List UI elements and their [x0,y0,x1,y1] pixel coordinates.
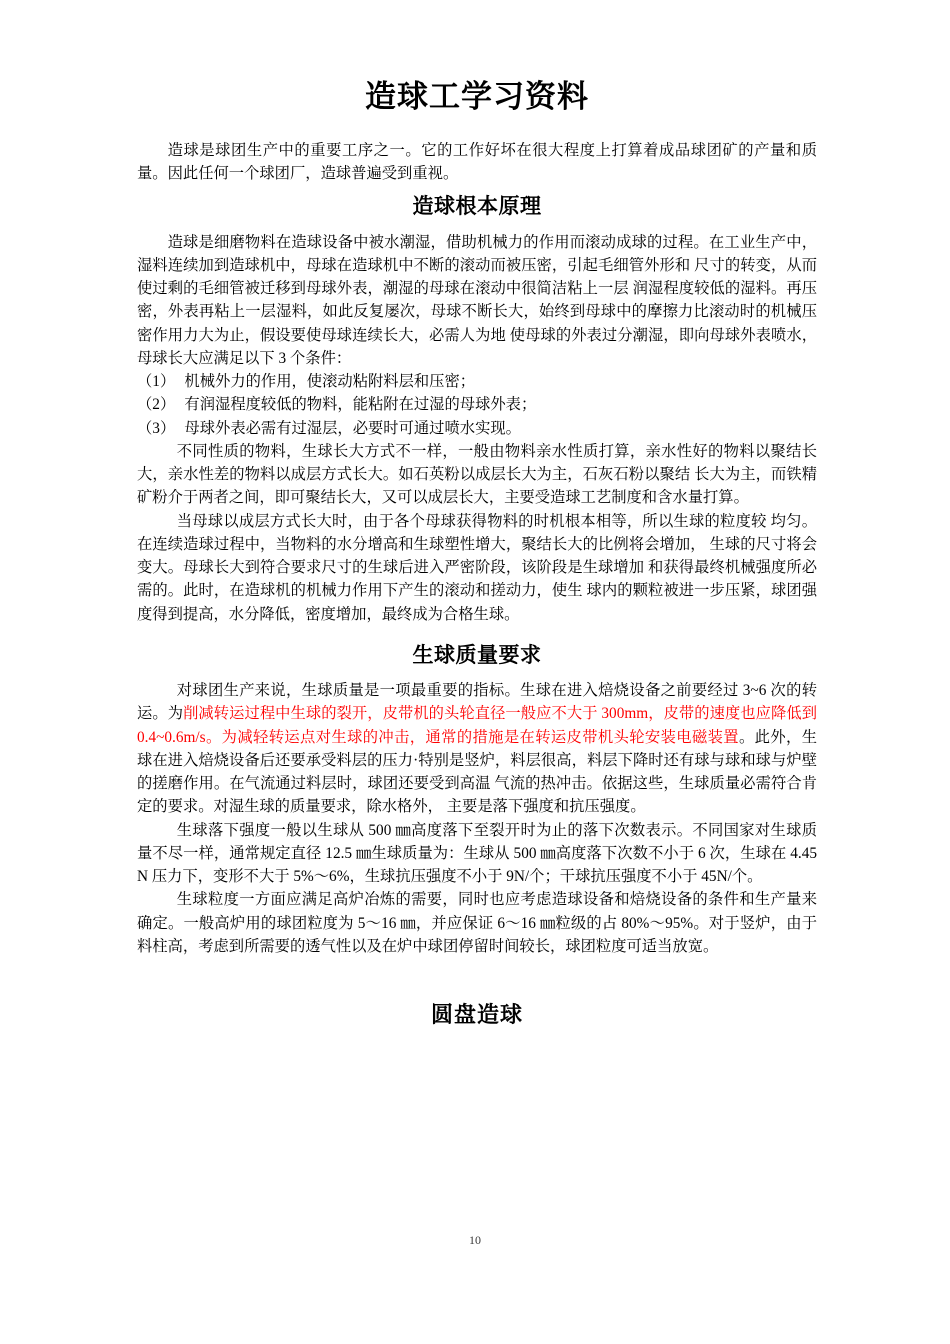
list-item [137,370,817,393]
page-title: 造球工学习资料 [365,79,589,114]
list-item-number: （2） [137,396,176,414]
list-item-label: 机械外力的作用，使滚动粘附料层和压密； [184,373,476,391]
page-number: 10 [469,1233,481,1247]
principles-paragraph-1: 造球是细磨物料在造球设备中被水潮湿，借助机械力的作用而滚动成球的过程。在工业生产中，湿料连续加到造球机中，母球在造球机中不断的滚动而被压密，引起毛细管外形和 尺寸的转变，从而使过剩的毛细管被迁移到母球外表，潮湿的母球在滚动中很简洁粘上一层 润湿程度较低的湿料。再压密，外表再粘上一层湿料，如此反复屡次，母球不断长大，始终到母球中的摩擦力比滚动时的机械压密作用力大为止，假设要使母球连续长大，必需人为地 使母球的外表过分潮湿，即向母球外表喷水，母球长大应满足以下 3 个条件： [137,233,817,367]
quality-text-before-red: 对球团生产来说，生球质量是一项最重要的指标。生球在进入焙烧设备之前要经过 3~6 次的转运。为 [137,682,817,723]
list-item [137,417,817,440]
principles-paragraph-2: 不同性质的物料，生球长大方式不一样，一般由物料亲水性质打算，亲水性好的物料以聚结长大，亲水性差的物料以成层方式长大。如石英粉以成层长大为主，石灰石粉以聚结 长大为主，而铁精矿粉介于两者之间，即可聚结长大，又可以成层长大，主要受造球工艺制度和含水量打算。 [137,442,817,507]
list-item-number: （3） [137,419,176,437]
list-item [137,393,817,416]
quality-paragraph-3: 生球粒度一方面应满足高炉冶炼的需要，同时也应考虑造球设备和焙烧设备的条件和生产量来确定。一般高炉用的球团粒度为 5～16 ㎜，并应保证 6～16 ㎜粒级的占 80%～95%。对于竖炉，由于料柱高，考虑到所需要的透气性以及在炉中球团停留时间较长，球团粒度可适当放宽。 [137,891,817,955]
list-item-label: 有润湿程度较低的物料，能粘附在过湿的母球外表； [184,396,537,414]
conditions-list [137,370,817,440]
list-item-label: 母球外表必需有过湿层，必要时可通过喷水实现。 [184,419,521,437]
intro-paragraph: 造球是球团生产中的重要工序之一。它的工作好坏在很大程度上打算着成品球团矿的产量和质量。因此任何一个球团厂，造球普遍受到重视。 [137,141,817,182]
quality-paragraph-1 [137,679,817,819]
quality-text-after-red: 。此外，生球在进入焙烧设备后还要承受料层的压力·特别是竖炉，料层很高，料层下降时还有球与球和球与炉壁的搓磨作用。在气流通过料层时，球团还要受到高温 气流的热冲击。依据这些，生球质量必需符合肯定的要求。对湿生球的质量要求，除水格外， 主要是落下强度和抗压强度。 [137,728,817,816]
document-title-block [137,78,817,117]
quality-text-highlight: 削减转运过程中生球的裂开，皮带机的头轮直径一般应不大于 300mm，皮带的速度也应降低到 0.4~0.6m/s。为减轻转运点对生球的冲击，通常的措施是在转运皮带机头轮安装电磁装置 [137,705,817,746]
list-item-number: （1） [137,373,176,391]
quality-paragraph-2: 生球落下强度一般以生球从 500 ㎜高度落下至裂开时为止的落下次数表示。不同国家对生球质量不尽一样，通常规定直径 12.5 ㎜生球质量为：生球从 500 ㎜高度落下次数不小于 6 次，生球在 4.45N 压力下，变形不大于 5%～6%，生球抗压强度不小于 9N/个；干球抗压强度不小于 45N/个。 [137,821,817,886]
document-content [137,78,817,1047]
principles-paragraph-3: 当母球以成层方式长大时，由于各个母球获得物料的时机根本相等，所以生球的粒度较 均匀。在连续造球过程中，当物料的水分增高和生球塑性增大，聚结长大的比例将会增加， 生球的尺寸将会变大。母球长大到符合要求尺寸的生球后进入严密阶段，该阶段是生球增加 和获得最终机械强度所必需的。此时，在造球机的机械力作用下产生的滚动和搓动力，使生 球内的颗粒被进一步压紧，球团强度得到提高，水分降低，密度增加，最终成为合格生球。 [137,512,817,623]
section-heading-quality: 生球质量要求 [412,642,542,667]
section-heading-disc-pelletizing: 圆盘造球 [430,1002,523,1028]
section-heading-principles: 造球根本原理 [412,194,542,219]
